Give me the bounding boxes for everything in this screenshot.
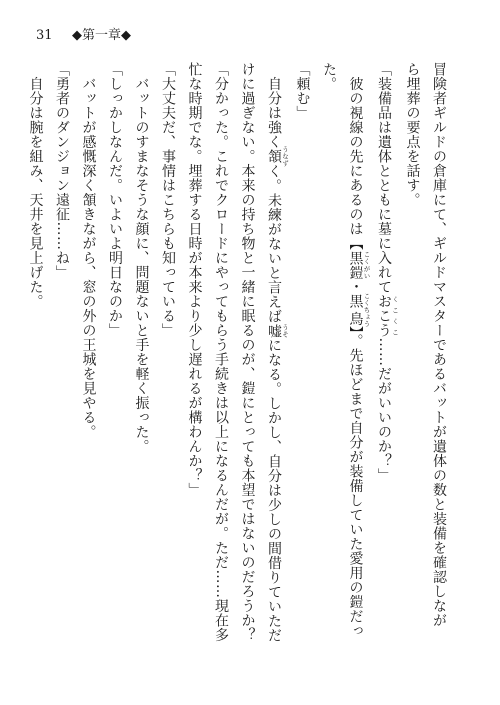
text-run: 】。先ほどまで自分が装備していた愛用の鎧だっ: [347, 326, 364, 638]
chapter-title: ◆第一章◆: [72, 28, 131, 43]
ruby-reading: うなず: [281, 146, 289, 167]
ruby-base: おこう: [376, 294, 392, 338]
text-run: 「頼む」: [294, 62, 311, 120]
text-run: 「分かった。これでクロードにやってもらう手続きは以上になるんだが。ただ……現在多: [213, 62, 229, 642]
ruby-base: 頷: [266, 146, 282, 167]
text-line: [128, 62, 155, 682]
ruby-word: [347, 292, 371, 328]
text-line: [426, 62, 453, 682]
text-line: [181, 62, 208, 682]
text-line: [102, 62, 129, 682]
text-line: [342, 62, 371, 682]
text-run: ・: [347, 279, 364, 294]
text-run: 自分は腕を組み、天井を見上げた。: [27, 62, 44, 309]
vertical-body-text: [27, 62, 452, 682]
text-run: 「勇者のダンジョン遠征……ね」: [54, 62, 70, 280]
text-run: けに過ぎない。本来の持ち物と一緒に眠るのが、鎧にとっても本望ではないのだろうか？: [239, 62, 256, 642]
ruby-word: [266, 323, 289, 339]
text-run: 忙な時期でな。埋葬する日時が本来より少し遅れるが構わんか？」: [186, 62, 203, 497]
text-line: [49, 62, 76, 682]
ruby-reading: うそ: [281, 323, 289, 338]
text-run: 「装備品は遺体とともに墓に入れて: [376, 62, 392, 294]
ruby-reading: くこくこ: [391, 294, 399, 338]
text-line: [399, 62, 426, 682]
ruby-reading: こくちょう: [362, 292, 371, 328]
text-line: [289, 62, 316, 682]
ruby-word: [376, 294, 399, 338]
ruby-word: [266, 146, 289, 167]
text-run: た。: [321, 62, 337, 91]
text-run: 「しっかしなんだ。いよいよ明日なのか」: [107, 62, 123, 338]
text-line: [316, 62, 343, 682]
text-run: 「大丈夫だ、事情はこちらも知っている」: [160, 62, 176, 338]
text-run: ら埋葬の要点を話す。: [404, 62, 421, 207]
text-run: バットのすまなそうな顔に、問題ないと手を軽く振った。: [133, 62, 150, 454]
text-run: 冒険者ギルドの倉庫にて、ギルドマスターであるバットが遺体の数と装備を確認しなが: [431, 62, 447, 628]
ruby-base: 嘘: [266, 323, 282, 338]
text-line: [208, 62, 235, 682]
text-line: [75, 62, 102, 682]
text-run: く。未練がないと言えば: [266, 164, 282, 324]
text-line: [155, 62, 182, 682]
text-line: [371, 62, 400, 682]
text-line: [22, 62, 49, 682]
text-run: バットが感慨深く頷きながら、窓の外の王城を見やる。: [80, 62, 97, 439]
page-header: [36, 28, 131, 44]
ruby-base: 黒鳥: [347, 292, 364, 328]
text-line: [234, 62, 261, 682]
text-run: 自分は強く: [266, 62, 282, 149]
ruby-base: 黒鎧: [347, 250, 364, 280]
ruby-word: [347, 250, 371, 280]
text-run: ……だがいいのか？」: [376, 337, 392, 483]
page-number: 31: [36, 28, 53, 43]
text-run: になる。しかし、自分は少しの間借りていただ: [266, 338, 282, 643]
text-run: 彼の視線の先にあるのは【: [347, 62, 364, 251]
ruby-reading: こくがい: [362, 250, 371, 280]
text-line: [261, 62, 290, 682]
